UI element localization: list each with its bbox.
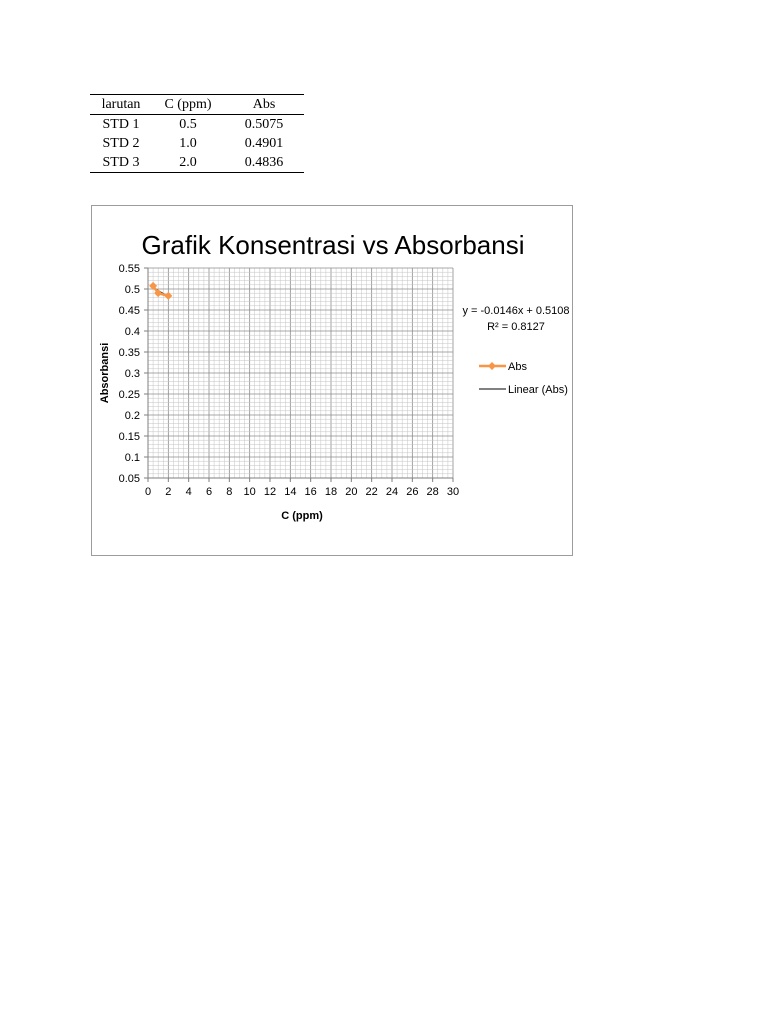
- legend-abs-label: Abs: [508, 361, 527, 373]
- x-axis-title: C (ppm): [281, 510, 323, 522]
- chart-title: Grafik Konsentrasi vs Absorbansi: [141, 230, 525, 260]
- x-tick-label: 6: [205, 486, 213, 498]
- table-cell: STD 1: [102, 116, 140, 132]
- y-tick-label: 0.55: [118, 263, 140, 275]
- data-table: [90, 94, 304, 173]
- y-tick-label: 0.15: [118, 431, 140, 443]
- chart-grid: [148, 268, 453, 478]
- y-axis-title: Absorbansi: [99, 342, 111, 404]
- table-header-row: [90, 95, 304, 115]
- y-tick-label: 0.05: [118, 473, 140, 485]
- x-tick-label: 26: [406, 486, 419, 498]
- table-cell: 0.4901: [244, 135, 284, 151]
- trendline-r-squared: R² = 0.8127: [487, 321, 545, 333]
- x-tick-label: 28: [426, 486, 439, 498]
- table-row: [90, 134, 304, 153]
- y-tick-label: 0.2: [124, 410, 140, 422]
- chart-container: [91, 205, 573, 556]
- y-tick-label: 0.5: [124, 284, 140, 296]
- legend-linear-label: Linear (Abs): [508, 384, 568, 396]
- table-cell: STD 3: [102, 154, 140, 170]
- table-cell: STD 2: [102, 135, 140, 151]
- table-header-cell: Abs: [252, 96, 276, 112]
- chart-legend: [479, 361, 568, 396]
- legend-abs-marker: [488, 362, 496, 370]
- x-tick-label: 10: [243, 486, 256, 498]
- trendline-equation: y = -0.0146x + 0.5108: [462, 305, 570, 317]
- x-tick-label: 22: [365, 486, 378, 498]
- table-cell: 0.5: [179, 116, 197, 132]
- y-tick-label: 0.4: [124, 326, 140, 338]
- table-cell: 0.5075: [244, 116, 284, 132]
- table-header-cell: larutan: [101, 96, 141, 112]
- table-cell: 2.0: [179, 154, 197, 170]
- y-tick-label: 0.1: [124, 452, 140, 464]
- x-tick-label: 24: [385, 486, 399, 498]
- x-tick-label: 20: [345, 486, 358, 498]
- x-tick-label: 16: [304, 486, 317, 498]
- chart-svg: [92, 206, 574, 557]
- y-tick-label: 0.3: [124, 368, 140, 380]
- x-tick-label: 18: [324, 486, 338, 498]
- y-tick-label: 0.25: [118, 389, 140, 401]
- x-tick-label: 14: [284, 486, 297, 498]
- x-tick-label: 12: [263, 486, 277, 498]
- table-cell: 1.0: [179, 135, 197, 151]
- y-tick-label: 0.45: [118, 305, 140, 317]
- x-tick-label: 8: [226, 486, 233, 498]
- y-tick-label: 0.35: [118, 347, 140, 359]
- x-tick-label: 4: [185, 486, 192, 498]
- table-row: [90, 153, 304, 173]
- x-tick-label: 0: [144, 486, 152, 498]
- table-cell: 0.4836: [244, 154, 284, 170]
- x-tick-label: 30: [446, 486, 460, 498]
- table-header-cell: C (ppm): [164, 96, 212, 112]
- table-row: [90, 115, 304, 135]
- x-tick-label: 2: [165, 486, 172, 498]
